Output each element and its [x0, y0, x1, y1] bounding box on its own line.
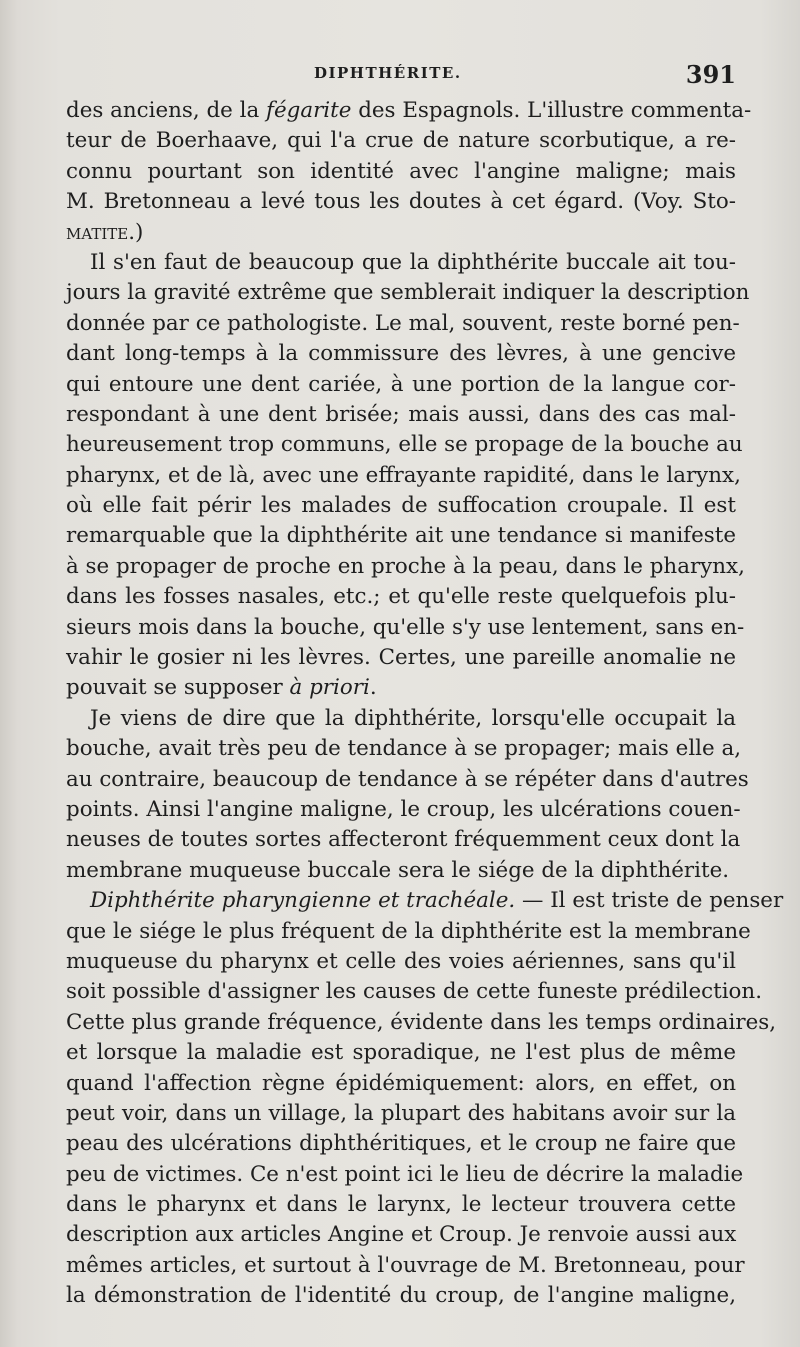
text-line: sieurs mois dans la bouche, qu'elle s'y use lentement, sans en- [66, 614, 745, 640]
text-line: description aux articles Angine et Croup. Je renvoie aussi aux [66, 1222, 737, 1248]
text-line: matite.) [66, 219, 144, 245]
text-line: membrane muqueuse buccale sera le siége de la diphthérite. [66, 857, 730, 883]
text-line: pouvait se supposer à priori. [66, 675, 377, 701]
text-line: muqueuse du pharynx et celle des voies aériennes, sans qu'il [66, 948, 736, 974]
text-line: bouche, avait très peu de tendance à se propager; mais elle a, [66, 736, 742, 762]
text-line: Je viens de dire que la diphthérite, lorsqu'elle occupait la [90, 705, 736, 731]
text-line: remarquable que la diphthérite ait une tendance si manifeste [66, 523, 736, 549]
page-number: 391 [685, 60, 736, 89]
text-line: jours la gravité extrême que semblerait indiquer la description [66, 280, 750, 306]
text-line: la démonstration de l'identité du croup, de l'angine maligne, [66, 1283, 736, 1309]
text-line: dans les fosses nasales, etc.; et qu'elle reste quelquefois plu- [66, 584, 736, 610]
text-line: donnée par ce pathologiste. Le mal, souvent, reste borné pen- [66, 310, 740, 336]
text-line: Il s'en faut de beaucoup que la diphthérite buccale ait tou- [90, 249, 736, 275]
text-line: des anciens, de la fégarite des Espagnols. L'illustre commenta- [66, 98, 752, 123]
text-line: heureusement trop communs, elle se propage de la bouche au [66, 432, 743, 458]
text-line: peu de victimes. Ce n'est point ici le lieu de décrire la maladie [66, 1161, 744, 1187]
text-line: mêmes articles, et surtout à l'ouvrage de M. Bretonneau, pour [66, 1252, 745, 1278]
text-line: peau des ulcérations diphthéritiques, et le croup ne faire que [66, 1131, 736, 1157]
body-text [66, 96, 784, 1312]
text-line: M. Bretonneau a levé tous les doutes à cet égard. (Voy. Sto- [66, 189, 736, 215]
text-line: pharynx, et de là, avec une effrayante rapidité, dans le larynx, [66, 462, 741, 488]
text-line: où elle fait périr les malades de suffocation croupale. Il est [66, 493, 736, 519]
page-header [66, 60, 736, 92]
text-line: dans le pharynx et dans le larynx, le lecteur trouvera cette [66, 1192, 736, 1218]
text-line: teur de Boerhaave, qui l'a crue de nature scorbutique, a re- [66, 128, 736, 154]
text-line: Cette plus grande fréquence, évidente dans les temps ordinaires, [66, 1009, 777, 1035]
text-line: Diphthérite pharyngienne et trachéale. — Il est triste de penser [90, 888, 784, 914]
text-line: peut voir, dans un village, la plupart des habitans avoir sur la [66, 1100, 736, 1126]
text-line: respondant à une dent brisée; mais aussi, dans des cas mal- [66, 401, 736, 427]
text-line: vahir le gosier ni les lèvres. Certes, une pareille anomalie ne [66, 645, 736, 671]
text-line: au contraire, beaucoup de tendance à se répéter dans d'autres [66, 766, 749, 792]
text-line: à se propager de proche en proche à la peau, dans le pharynx, [66, 553, 745, 579]
text-line: points. Ainsi l'angine maligne, le croup, les ulcérations couen- [66, 796, 741, 822]
running-title: DIPHTHÉRITE. [314, 64, 462, 82]
text-line: neuses de toutes sortes affecteront fréquemment ceux dont la [66, 827, 741, 853]
text-line: dant long-temps à la commissure des lèvres, à une gencive [66, 341, 736, 367]
text-line: et lorsque la maladie est sporadique, ne l'est plus de même [66, 1040, 736, 1066]
text-line: soit possible d'assigner les causes de cette funeste prédilection. [66, 979, 763, 1005]
text-line: connu pourtant son identité avec l'angine maligne; mais [66, 158, 736, 184]
text-line: quand l'affection règne épidémiquement: alors, en effet, on [66, 1070, 736, 1096]
text-line: que le siége le plus fréquent de la diphthérite est la membrane [66, 918, 751, 944]
text-line: qui entoure une dent cariée, à une portion de la langue cor- [66, 371, 736, 397]
